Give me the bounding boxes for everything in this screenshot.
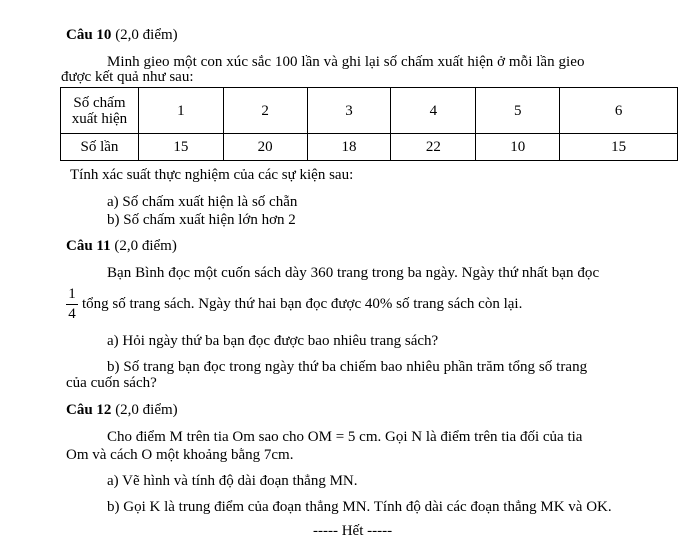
q10-label: Câu 10 xyxy=(66,27,112,43)
table-cell: 18 xyxy=(307,134,391,161)
q10-heading xyxy=(66,27,178,44)
q11-part-a: a) Hỏi ngày thứ ba bạn đọc được bao nhiêu trang sách? xyxy=(107,333,439,349)
table-row-faces xyxy=(61,88,678,134)
q12-label: Câu 12 xyxy=(66,402,112,418)
table-cell: 4 xyxy=(391,88,476,134)
fraction-denominator: 4 xyxy=(68,306,76,322)
table-cell: 15 xyxy=(560,134,678,161)
table-cell: 2 xyxy=(223,88,307,134)
dice-results-table xyxy=(60,87,678,161)
fraction-one-quarter xyxy=(66,286,78,323)
q11-label: Câu 11 xyxy=(66,238,111,254)
q11-intro-line2: tổng số trang sách. Ngày thứ hai bạn đọc được 40% số trang sách còn lại. xyxy=(82,296,523,312)
table-cell: 5 xyxy=(476,88,560,134)
q11-part-b-line2: của cuốn sách? xyxy=(66,375,157,391)
table-header-faces: Số chấm xuất hiện xyxy=(61,88,139,134)
table-cell: 10 xyxy=(476,134,560,161)
q10-intro-line1: Minh gieo một con xúc sắc 100 lần và ghi lại số chấm xuất hiện ở mỗi lần gieo xyxy=(107,54,585,70)
q12-intro-line1: Cho điểm M trên tia Om sao cho OM = 5 cm. Gọi N là điểm trên tia đối của tia xyxy=(107,429,583,445)
q12-heading xyxy=(66,402,178,419)
q12-points: (2,0 điểm) xyxy=(115,402,178,418)
q10-part-b: b) Số chấm xuất hiện lớn hơn 2 xyxy=(107,212,296,228)
fraction-numerator: 1 xyxy=(68,286,76,302)
q12-part-b: b) Gọi K là trung điểm của đoạn thẳng MN. Tính độ dài các đoạn thẳng MK và OK. xyxy=(107,499,612,515)
q11-part-b-line1: b) Số trang bạn đọc trong ngày thứ ba chiếm bao nhiêu phần trăm tổng số trang xyxy=(107,359,588,375)
q10-points: (2,0 điểm) xyxy=(115,27,178,43)
q12-part-a: a) Vẽ hình và tính độ dài đoạn thẳng MN. xyxy=(107,473,358,489)
table-cell: 1 xyxy=(138,88,223,134)
q10-part-a: a) Số chấm xuất hiện là số chẵn xyxy=(107,194,298,210)
q10-prompt: Tính xác suất thực nghiệm của các sự kiện sau: xyxy=(70,167,354,183)
fraction-bar xyxy=(66,304,78,305)
table-header-counts: Số lần xyxy=(61,134,139,161)
table-cell: 20 xyxy=(223,134,307,161)
q11-points: (2,0 điểm) xyxy=(114,238,177,254)
end-marker: ----- Hết ----- xyxy=(313,523,393,539)
table-cell: 15 xyxy=(138,134,223,161)
table-row-counts xyxy=(61,134,678,161)
q10-intro-line2: được kết quả như sau: xyxy=(61,69,194,85)
q11-heading xyxy=(66,238,177,255)
q11-intro-line1: Bạn Bình đọc một cuốn sách dày 360 trang trong ba ngày. Ngày thứ nhất bạn đọc xyxy=(107,265,600,281)
q12-intro-line2: Om và cách O một khoảng bằng 7cm. xyxy=(66,447,294,463)
table-cell: 6 xyxy=(560,88,678,134)
table-cell: 22 xyxy=(391,134,476,161)
table-cell: 3 xyxy=(307,88,391,134)
